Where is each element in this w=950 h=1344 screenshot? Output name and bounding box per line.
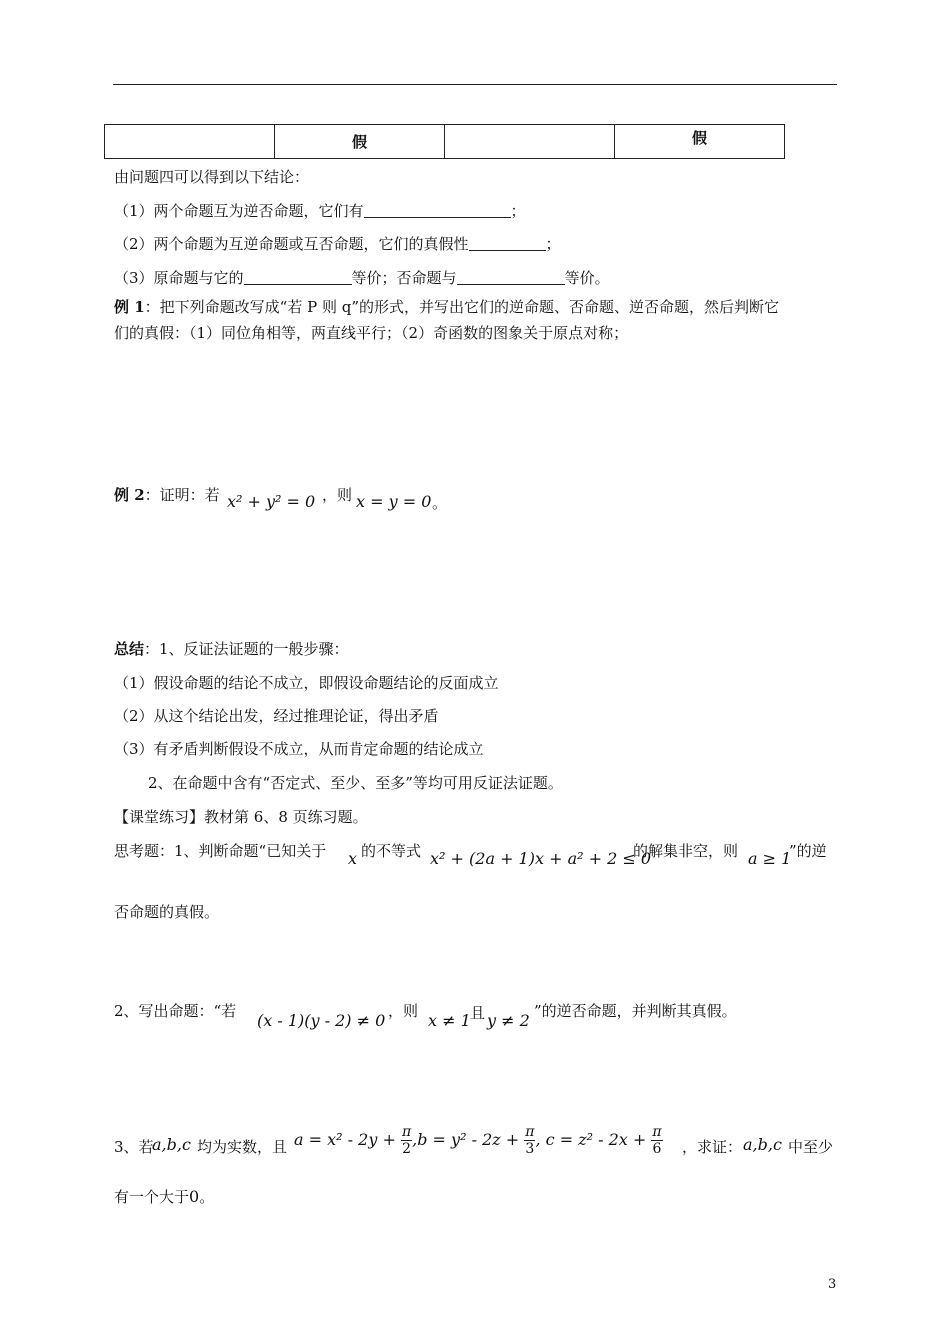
answer-blank[interactable] — [457, 268, 565, 285]
conclusion-item-1-end: ； — [510, 202, 526, 220]
answer-blank[interactable] — [469, 234, 546, 251]
truth-table — [104, 124, 785, 159]
conclusion-item-2-text: （2）两个命题为互逆命题或互否命题，它们的真假性 — [114, 235, 469, 253]
example-2-formula-1 — [227, 492, 315, 511]
summary-step-1: （1）假设命题的结论不成立，即假设命题结论的反面成立 — [114, 674, 499, 692]
example-2-formula-2: x = y = 0 — [356, 492, 432, 511]
table-cell — [105, 125, 275, 159]
thinking-q1-inequality: x² + (2a + 1)x + a² + 2 ≤ 0 — [430, 849, 652, 868]
conclusion-item-3-a: （3）原命题与它的 — [114, 269, 244, 287]
thinking-q3-end: 。 — [199, 1188, 215, 1206]
header-rule — [113, 84, 837, 85]
thinking-q3-e: 有一个大于 — [114, 1188, 190, 1206]
conclusion-item-3 — [114, 267, 610, 288]
thinking-q2-d: ”的逆否命题，并判断其真假。 — [534, 1002, 737, 1020]
thinking-q3-c: ，求证： — [682, 1138, 743, 1156]
conclusion-item-2 — [114, 233, 561, 254]
equation-c: , c = z² - 2x + — [535, 1130, 647, 1149]
example-1-line-1 — [114, 296, 779, 317]
conclusion-item-1-text: （1）两个命题互为逆否命题，它们有 — [114, 202, 364, 220]
page-number: 3 — [828, 1277, 837, 1292]
thinking-q3-vars-2: a,b,c — [743, 1135, 782, 1154]
equation-b: ,b = y² - 2z + — [412, 1130, 520, 1149]
thinking-q2-c: 且 — [470, 1004, 486, 1022]
thinking-q3-equations — [294, 1124, 663, 1157]
example-1-line-2: 们的真假：（1）同位角相等，两直线平行；（2）奇函数的图象关于原点对称； — [114, 324, 629, 342]
summary-label: 总结 — [114, 640, 145, 658]
conclusion-item-3-c: 等价。 — [564, 269, 610, 287]
table-cell — [445, 125, 615, 159]
conclusion-intro: 由问题四可以得到以下结论： — [114, 168, 310, 186]
thinking-q3-d: 中至少 — [788, 1138, 834, 1156]
example-1-label: 例 1 — [114, 298, 145, 316]
table-cell — [615, 125, 785, 159]
thinking-q3-zero: 0 — [189, 1187, 200, 1206]
summary-title-text: ：1、反证法证题的一般步骤： — [144, 640, 349, 658]
fraction-numerator: π — [525, 1124, 535, 1140]
thinking-q1-b: 的不等式 — [361, 842, 422, 860]
example-1-text: ：把下列命题改写成“若 P 则 q”的形式，并写出它们的逆命题、否命题、逆否命题，然后判断它 — [144, 298, 780, 316]
class-practice-bracket: 【课堂练习】 — [114, 808, 205, 826]
example-2-prefix: ：证明：若 — [144, 486, 220, 504]
thinking-q2-b: ，则 — [388, 1002, 419, 1020]
example-2-label: 例 2 — [114, 486, 145, 504]
conclusion-item-2-end: ； — [545, 235, 561, 253]
table-row — [105, 125, 785, 159]
fraction-denominator: 6 — [652, 1141, 662, 1157]
fraction-denominator: 2 — [402, 1141, 411, 1157]
thinking-q3-vars: a,b,c — [152, 1135, 191, 1154]
class-practice-text: 教材第 6、8 页练习题。 — [204, 808, 368, 826]
thinking-q1-e: 否命题的真假。 — [114, 903, 220, 921]
thinking-q2-a: 2、写出命题：“若 — [114, 1002, 237, 1020]
example-2 — [114, 484, 220, 505]
conclusion-item-3-b: 等价；否命题与 — [351, 269, 457, 287]
formula-text: x² + y² = 0 — [227, 492, 316, 511]
thinking-q1-a: 思考题：1、判断命题“已知关于 — [114, 842, 327, 860]
thinking-q3-a: 3、若 — [114, 1138, 154, 1156]
answer-blank[interactable] — [364, 201, 511, 218]
class-practice — [114, 806, 368, 827]
fraction-pi-over-2 — [401, 1124, 412, 1157]
conclusion-item-1 — [114, 200, 526, 221]
thinking-q3-line-2 — [114, 1186, 214, 1207]
thinking-q3-b: 均为实数，且 — [197, 1138, 288, 1156]
thinking-q1-condition: a ≥ 1 — [748, 849, 792, 868]
fraction-denominator: 3 — [525, 1141, 535, 1157]
fraction-pi-over-3 — [524, 1124, 535, 1157]
thinking-q2-formula-2: x ≠ 1 — [428, 1011, 471, 1030]
fraction-numerator: π — [652, 1124, 662, 1140]
equation-a: a = x² - 2y + — [294, 1130, 396, 1149]
summary-point-2: 2、在命题中含有“否定式、至少、至多”等均可用反证法证题。 — [148, 774, 563, 792]
thinking-q1-d: ”的逆 — [789, 842, 827, 860]
thinking-q1-c: 的解集非空，则 — [633, 842, 739, 860]
thinking-q2-formula-1: (x - 1)(y - 2) ≠ 0 — [257, 1011, 386, 1030]
table-cell-text: 假 — [691, 129, 707, 147]
thinking-q2-formula-3: y ≠ 2 — [487, 1011, 530, 1030]
table-cell: 假 — [275, 125, 445, 159]
example-2-mid: ，则 — [322, 486, 353, 504]
fraction-numerator: π — [401, 1124, 412, 1140]
summary-title — [114, 638, 349, 659]
answer-blank[interactable] — [244, 268, 352, 285]
summary-step-3: （3）有矛盾判断假设不成立，从而肯定命题的结论成立 — [114, 740, 484, 758]
summary-step-2: （2）从这个结论出发，经过推理论证，得出矛盾 — [114, 707, 439, 725]
fraction-pi-over-6 — [651, 1124, 662, 1157]
example-2-suffix: 。 — [432, 494, 448, 512]
thinking-q1-var: x — [348, 849, 358, 868]
